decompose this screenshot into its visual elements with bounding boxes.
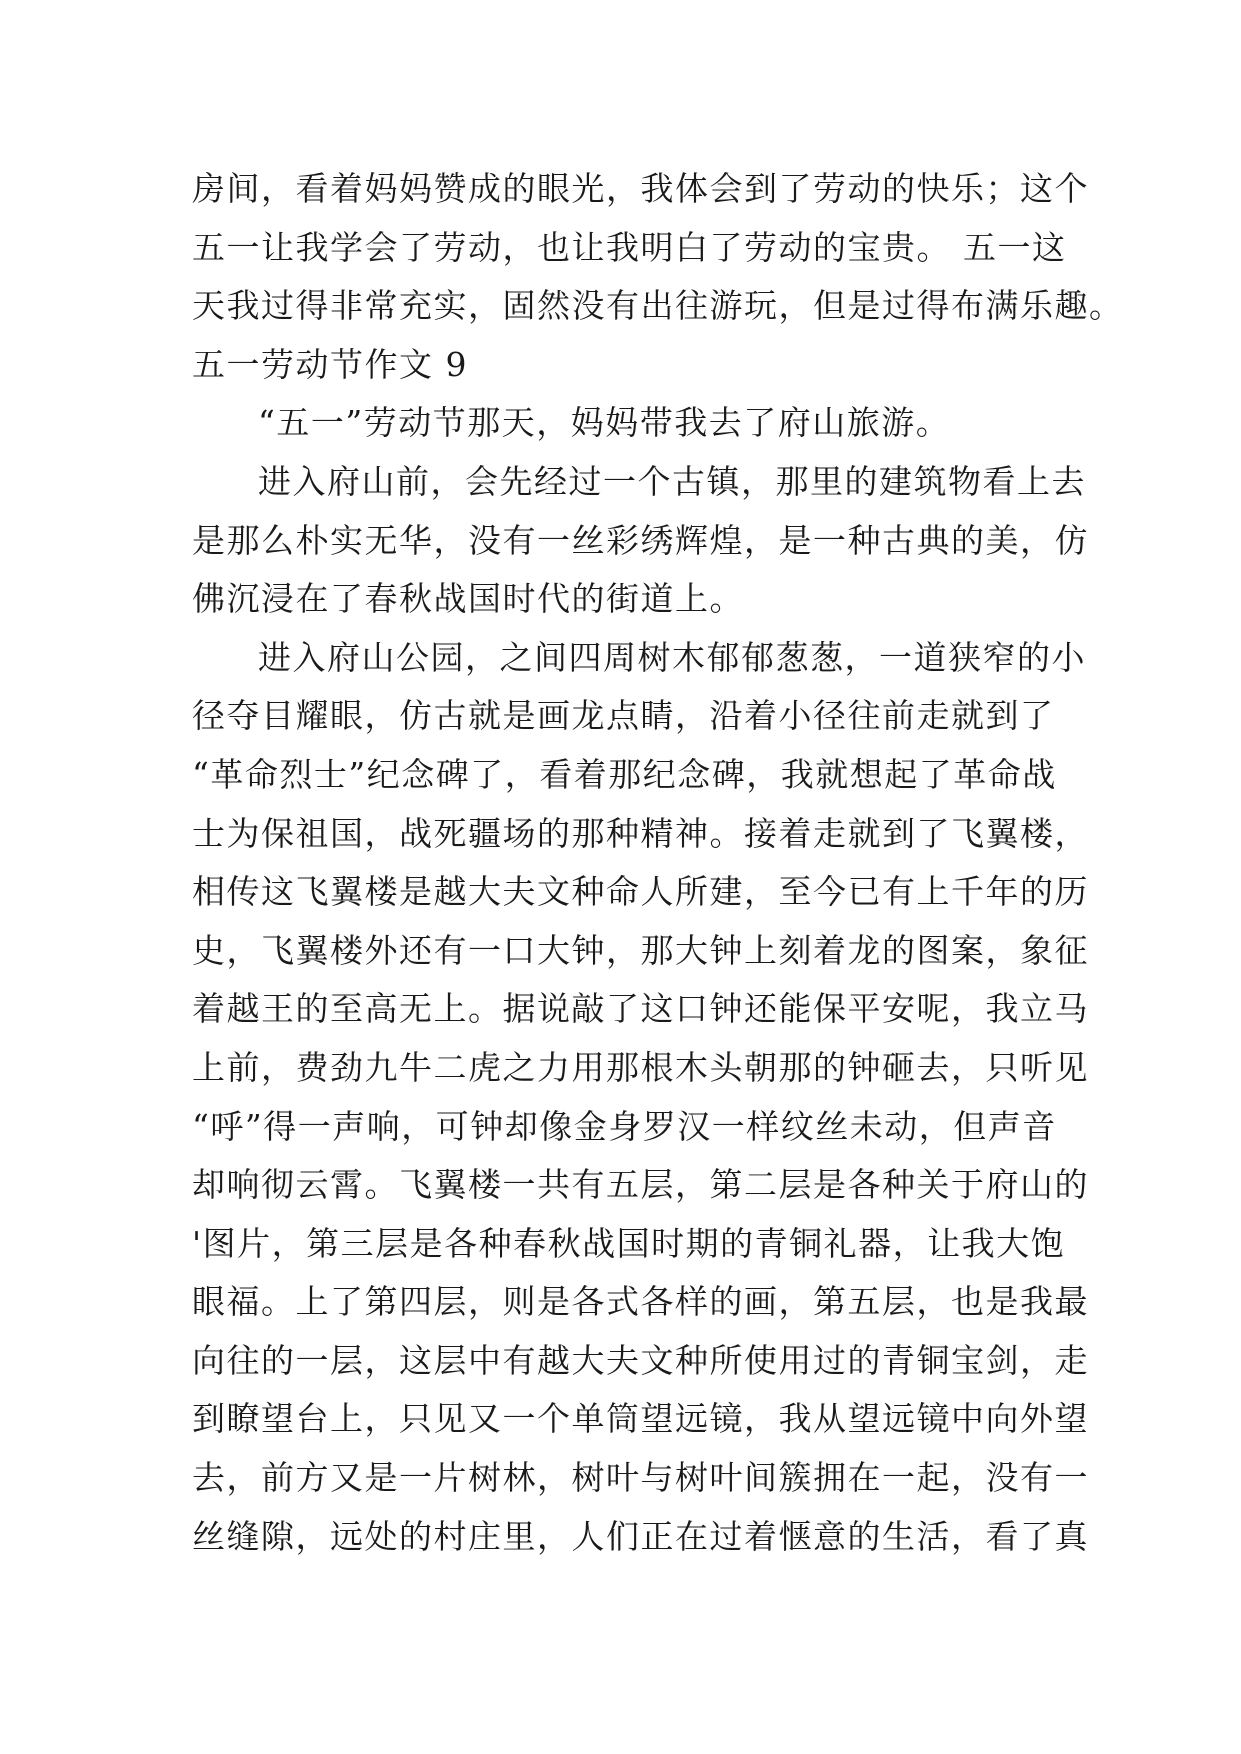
text-line: '图片，第三层是各种春秋战国时期的青铜礼器，让我大饱 bbox=[192, 1223, 1066, 1263]
text-line: 眼福。上了第四层，则是各式各样的画，第五层，也是我最 bbox=[192, 1282, 1089, 1322]
text-line: 相传这飞翼楼是越大夫文种命人所建，至今已有上千年的历 bbox=[192, 872, 1089, 912]
text-line: 却响彻云霄。飞翼楼一共有五层，第二层是各种关于府山的 bbox=[192, 1165, 1089, 1205]
text-line: “呼”得一声响，可钟却像金身罗汉一样纹丝未动，但声音 bbox=[192, 1106, 1057, 1146]
text-line: 进入府山前，会先经过一个古镇，那里的建筑物看上去 bbox=[258, 461, 1086, 501]
section-heading: 五一劳动节作文 9 bbox=[192, 344, 468, 384]
text-line: 上前，费劲九牛二虎之力用那根木头朝那的钟砸去，只听见 bbox=[192, 1047, 1089, 1087]
text-line: 去，前方又是一片树林，树叶与树叶间簇拥在一起，没有一 bbox=[192, 1458, 1089, 1498]
text-line: 是那么朴实无华，没有一丝彩绣辉煌，是一种古典的美，仿 bbox=[192, 520, 1089, 560]
text-line: 房间，看着妈妈赞成的眼光，我体会到了劳动的快乐；这个 bbox=[192, 169, 1089, 208]
body-text bbox=[192, 160, 1124, 1566]
text-line: 进入府山公园，之间四周树木郁郁葱葱，一道狭窄的小 bbox=[258, 637, 1086, 677]
text-line: 丝缝隙，远处的村庄里，人们正在过着惬意的生活，看了真 bbox=[192, 1516, 1089, 1556]
text-line: 五一让我学会了劳动，也让我明白了劳动的宝贵。 五一这 bbox=[192, 227, 1067, 267]
text-line: “五一”劳动节那天，妈妈带我去了府山旅游。 bbox=[258, 403, 951, 443]
text-line: 史，飞翼楼外还有一口大钟，那大钟上刻着龙的图案，象征 bbox=[192, 930, 1089, 970]
text-line: 着越王的至高无上。据说敲了这口钟还能保平安呢，我立马 bbox=[192, 989, 1089, 1029]
text-line: 到瞭望台上，只见又一个单筒望远镜，我从望远镜中向外望 bbox=[192, 1399, 1089, 1439]
text-line: 佛沉浸在了春秋战国时代的街道上。 bbox=[192, 579, 744, 619]
text-line: 向往的一层，这层中有越大夫文种所使用过的青铜宝剑，走 bbox=[192, 1340, 1089, 1380]
text-line: “革命烈士”纪念碑了，看着那纪念碑，我就想起了革命战 bbox=[192, 754, 1057, 794]
text-line: 士为保祖国，战死疆场的那种精神。接着走就到了飞翼楼， bbox=[192, 813, 1089, 853]
text-line: 径夺目耀眼，仿古就是画龙点睛，沿着小径往前走就到了 bbox=[192, 696, 1055, 736]
text-line: 天我过得非常充实，固然没有出往游玩，但是过得布满乐趣。 bbox=[192, 286, 1124, 326]
